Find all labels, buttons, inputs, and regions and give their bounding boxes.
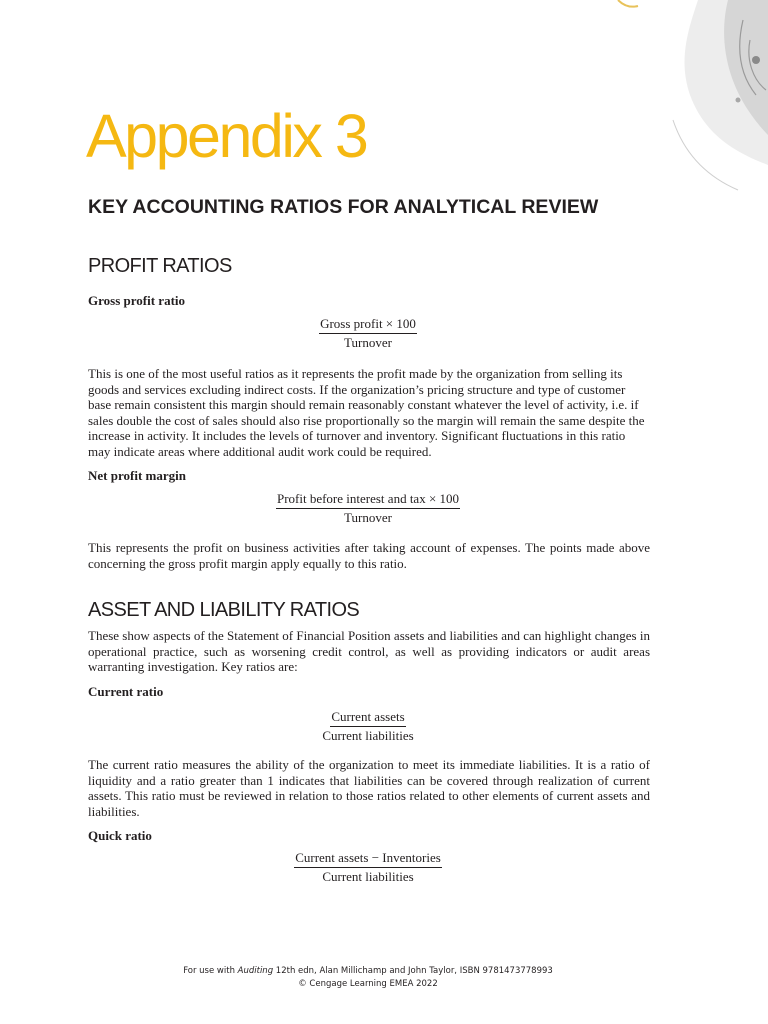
formula-numerator: Profit before interest and tax × 100 — [276, 491, 460, 509]
footer-book-title: Auditing — [237, 966, 274, 976]
formula-denominator: Turnover — [344, 335, 392, 350]
fraction — [322, 709, 413, 744]
asset-liability-intro: These show aspects of the Statement of Financial Position assets and liabilities and can highlight changes in operational practice, such as worsening credit control, as well as providing indicators or audit areas warranting investigation. Key ratios are: — [88, 628, 650, 675]
gross-profit-description: This is one of the most useful ratios as it represents the profit made by the organization from selling its goods and services excluding indirect costs. If the organization’s pricing structure and type of customer base remain consistent this margin should remain reasonably constant whatever the level of activity, i.e. if sales double the cost of sales should also rise proportionally so the margin will remain the same despite the increase in activity. It includes the levels of turnover and inventory. Significant fluctuations in this ratio may indicate areas where additional audit work could be required. — [88, 366, 645, 459]
current-ratio-label: Current ratio — [88, 684, 164, 699]
net-profit-margin-label: Net profit margin — [88, 468, 186, 483]
fraction — [276, 491, 460, 526]
formula-numerator: Gross profit × 100 — [319, 316, 417, 334]
formula-numerator: Current assets — [330, 709, 405, 727]
footer-prefix: For use with — [183, 966, 238, 976]
current-ratio-description: The current ratio measures the ability of the organization to meet its immediate liabilities. It is a ratio of liquidity and a ratio greater than 1 indicates that liabilities can be covered through realization of current assets. This ratio must be reviewed in relation to those ratios related to other elements of current assets and liabilities. — [88, 757, 650, 819]
footer-citation — [0, 965, 736, 978]
formula-numerator: Current assets − Inventories — [294, 850, 442, 868]
formula-denominator: Current liabilities — [322, 728, 414, 743]
current-ratio-formula — [88, 709, 648, 744]
appendix-title: Appendix 3 — [86, 102, 367, 170]
gross-profit-ratio-label: Gross profit ratio — [88, 293, 186, 308]
net-profit-description: This represents the profit on business activities after taking account of expenses. The points made above concerning the gross profit margin apply equally to this ratio. — [88, 540, 650, 571]
fraction — [294, 850, 442, 885]
page-footer — [0, 965, 736, 991]
net-profit-formula — [88, 491, 648, 526]
footer-copyright: © Cengage Learning EMEA 2022 — [298, 979, 438, 989]
section-heading-asset-liability-ratios: ASSET AND LIABILITY RATIOS — [88, 599, 360, 621]
formula-denominator: Turnover — [344, 510, 392, 525]
formula-denominator: Current liabilities — [322, 869, 414, 884]
fraction — [319, 316, 417, 351]
decorative-ink-artwork — [578, 0, 768, 240]
gross-profit-formula — [88, 316, 648, 351]
page-subtitle: KEY ACCOUNTING RATIOS FOR ANALYTICAL REVIEW — [88, 196, 599, 218]
quick-ratio-label: Quick ratio — [88, 828, 152, 843]
footer-suffix: 12th edn, Alan Millichamp and John Taylor, ISBN 9781473778993 — [273, 966, 553, 976]
section-heading-profit-ratios: PROFIT RATIOS — [88, 255, 232, 277]
quick-ratio-formula — [88, 850, 648, 885]
